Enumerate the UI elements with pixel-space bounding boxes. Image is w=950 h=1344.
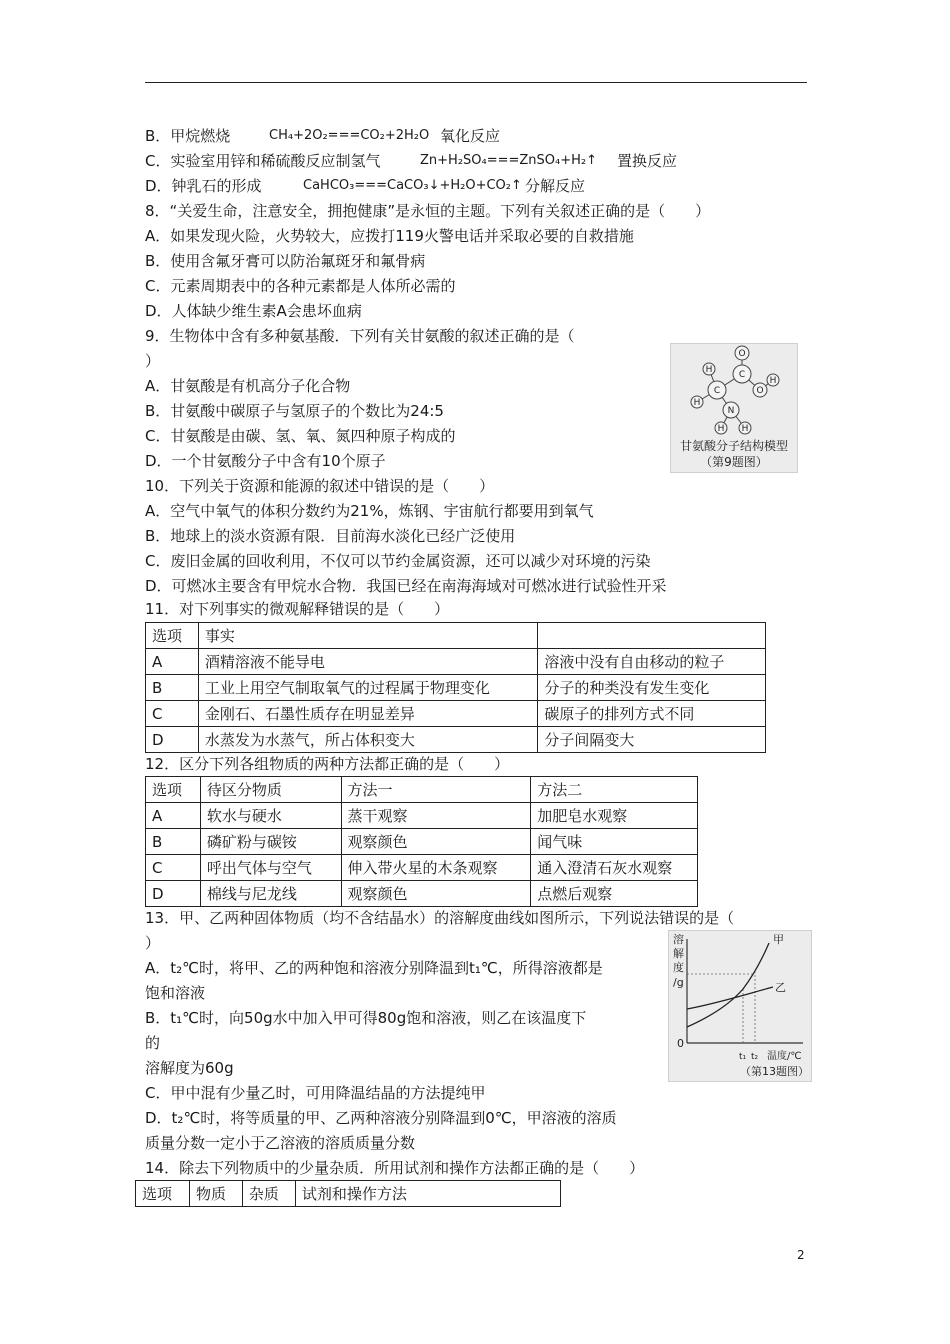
q7-option-c [145,151,678,171]
table-cell: B [146,829,201,855]
table-row [146,649,766,675]
atom-o-top-label: O [738,349,746,359]
q13-option-d-line2: 质量分数一定小于乙溶液的溶质质量分数 [145,1134,416,1152]
table-row [146,675,766,701]
q7-option-d [145,176,586,196]
table-row [146,829,698,855]
table-cell: 水蒸发为水蒸气，所占体积变大 [198,727,538,753]
table-row [146,881,698,907]
q7-option-b-label: B．甲烷燃烧 [145,127,231,145]
table-cell: 溶液中没有自由移动的粒子 [538,649,766,675]
glycine-model-diagram [671,344,797,472]
q9-stem: 9．生物体中含有多种氨基酸．下列有关甘氨酸的叙述正确的是（ [145,327,575,345]
q13-option-b-line1: B．t₁℃时，向50g水中加入甲可得80g饱和溶液，则乙在该温度下 [145,1009,587,1027]
table-header-row [146,777,698,803]
table-header-cell: 方法一 [341,777,531,803]
table-cell: C [146,855,201,881]
y-axis-label-char: 溶 [673,933,684,946]
origin-label: 0 [677,1037,684,1050]
x-axis-label: 温度/℃ [767,1051,802,1062]
table-cell: 棉线与尼龙线 [200,881,341,907]
solubility-curve-figure [668,930,812,1082]
table-cell: 工业上用空气制取氧气的过程属于物理变化 [198,675,538,701]
table-cell: 呼出气体与空气 [200,855,341,881]
y-axis-label-char: 解 [673,947,684,960]
table-row [146,727,766,753]
q8-option-c: C．元素周期表中的各种元素都是人体所必需的 [145,277,456,295]
table-header-cell: 物质 [189,1181,242,1207]
q11-stem: 11．对下列事实的微观解释错误的是（ ） [145,600,450,618]
table-cell: B [146,675,199,701]
table-header-cell: 待区分物质 [200,777,341,803]
atom-h-n1-label: H [717,424,725,434]
table-cell: 金刚石、石墨性质存在明显差异 [198,701,538,727]
q7-option-c-equation: Zn+H₂SO₄===ZnSO₄+H₂↑ [420,153,598,168]
page-number: 2 [797,1248,805,1262]
q9-option-a: A．甘氨酸是有机高分子化合物 [145,377,351,395]
y-axis-label-char: /g [673,976,684,989]
q8-stem: 8．“关爱生命，注意安全，拥抱健康”是永恒的主题。下列有关叙述正确的是（ ） [145,202,711,220]
t2-label: t₂ [751,1052,759,1062]
q10-option-a: A．空气中氧气的体积分数约为21%，炼钢、宇宙航行都要用到氧气 [145,502,594,520]
table-cell: 通入澄清石灰水观察 [531,855,698,881]
q13-option-a-line1: A．t₂℃时，将甲、乙的两种饱和溶液分别降温到t₁℃，所得溶液都是 [145,959,603,977]
q11-table [145,622,766,753]
atom-n-label: N [727,406,735,416]
table-cell: 闻气味 [531,829,698,855]
q8-option-a: A．如果发现火险，火势较大，应拨打119火警电话并采取必要的自救措施 [145,227,634,245]
table-cell: 观察颜色 [341,881,531,907]
q12-stem: 12．区分下列各组物质的两种方法都正确的是（ ） [145,755,510,773]
solubility-curve-diagram [669,931,811,1081]
table-header-cell: 选项 [146,623,199,649]
q13-stem: 13．甲、乙两种固体物质（均不含结晶水）的溶解度曲线如图所示，下列说法错误的是（ [145,909,735,927]
q9-option-d: D．一个甘氨酸分子中含有10个原子 [145,452,386,470]
q13-option-b-line3: 溶解度为60g [145,1059,234,1077]
q13-option-a-line2: 饱和溶液 [145,984,206,1002]
q14-stem: 14．除去下列物质中的少量杂质．所用试剂和操作方法都正确的是（ ） [145,1159,645,1177]
q7-option-d-equation: CaHCO₃===CaCO₃↓+H₂O+CO₂↑ [303,178,522,193]
table-cell: 伸入带火星的木条观察 [341,855,531,881]
atom-c-2-label: C [738,370,746,380]
table-cell: D [146,727,199,753]
q9-option-b: B．甘氨酸中碳原子与氢原子的个数比为24:5 [145,402,444,420]
table-cell: A [146,649,199,675]
table-cell: 分子的种类没有发生变化 [538,675,766,701]
atom-h-n2-label: H [741,424,749,434]
atom-o-right-label: O [756,386,764,396]
table-header-cell [538,623,766,649]
table-header-row [136,1181,561,1207]
q12-table [145,776,698,907]
q7-option-b-equation: CH₄+2O₂===CO₂+2H₂O [269,128,430,143]
solubility-figure-caption: （第13题图） [740,1065,809,1078]
atom-h-left-label: H [693,398,701,408]
table-cell: 磷矿粉与碳铵 [200,829,341,855]
q13-stem-end: ） [145,934,161,952]
table-header-cell: 事实 [198,623,538,649]
q7-option-c-label: C．实验室用锌和稀硫酸反应制氢气 [145,152,381,170]
q9-stem-end: ） [145,352,161,370]
q10-stem: 10．下列关于资源和能源的叙述中错误的是（ ） [145,477,495,495]
table-cell: 蒸干观察 [341,803,531,829]
table-row [146,701,766,727]
table-cell: A [146,803,201,829]
curve-yi [687,987,773,1009]
q7-option-c-type: 置换反应 [617,152,678,170]
q10-option-d: D．可燃冰主要含有甲烷水合物．我国已经在南海海域对可燃冰进行试验性开采 [145,577,667,595]
y-axis-label-char: 度 [673,961,684,974]
table-header-cell: 方法二 [531,777,698,803]
t1-label: t₁ [739,1052,747,1062]
table-cell: 软水与硬水 [200,803,341,829]
q8-option-b: B．使用含氟牙膏可以防治氟斑牙和氟骨病 [145,252,426,270]
table-row [146,855,698,881]
table-cell: 点燃后观察 [531,881,698,907]
table-cell: 碳原子的排列方式不同 [538,701,766,727]
series-label-jia: 甲 [773,933,784,946]
q7-option-b-type: 氧化反应 [440,127,501,145]
table-header-cell: 试剂和操作方法 [295,1181,560,1207]
glycine-figure-caption: 甘氨酸分子结构模型 [679,439,789,453]
table-header-cell: 杂质 [242,1181,295,1207]
q7-option-b [145,126,501,146]
q10-option-c: C．废旧金属的回收利用，不仅可以节约金属资源，还可以减少对环境的污染 [145,552,651,570]
table-cell: 加肥皂水观察 [531,803,698,829]
table-header-cell: 选项 [136,1181,190,1207]
q7-option-d-label: D．钟乳石的形成 [145,177,262,195]
curve-jia [687,943,769,1027]
q13-option-c: C．甲中混有少量乙时，可用降温结晶的方法提纯甲 [145,1084,486,1102]
table-header-cell: 选项 [146,777,201,803]
table-header-row [146,623,766,649]
glycine-model-figure [670,343,798,473]
table-cell: D [146,881,201,907]
q13-option-b-line2: 的 [145,1034,161,1052]
glycine-figure-number: （第9题图） [700,455,768,469]
q14-table [135,1180,561,1207]
table-row [146,803,698,829]
q7-option-d-type: 分解反应 [525,177,586,195]
table-cell: 分子间隔变大 [538,727,766,753]
q9-option-c: C．甘氨酸是由碳、氢、氧、氮四种原子构成的 [145,427,456,445]
q8-option-d: D．人体缺少维生素A会患坏血病 [145,302,362,320]
table-cell: 酒精溶液不能导电 [198,649,538,675]
series-label-yi: 乙 [775,981,786,994]
q13-option-d-line1: D．t₂℃时，将等质量的甲、乙两种溶液分别降温到0℃，甲溶液的溶质 [145,1109,617,1127]
q10-option-b: B．地球上的淡水资源有限．目前海水淡化已经广泛使用 [145,527,516,545]
table-cell: C [146,701,199,727]
atom-h-oh-label: H [769,376,777,386]
atom-c-1-label: C [713,386,721,396]
header-rule [145,82,807,83]
table-cell: 观察颜色 [341,829,531,855]
atom-h-top-label: H [705,365,713,375]
